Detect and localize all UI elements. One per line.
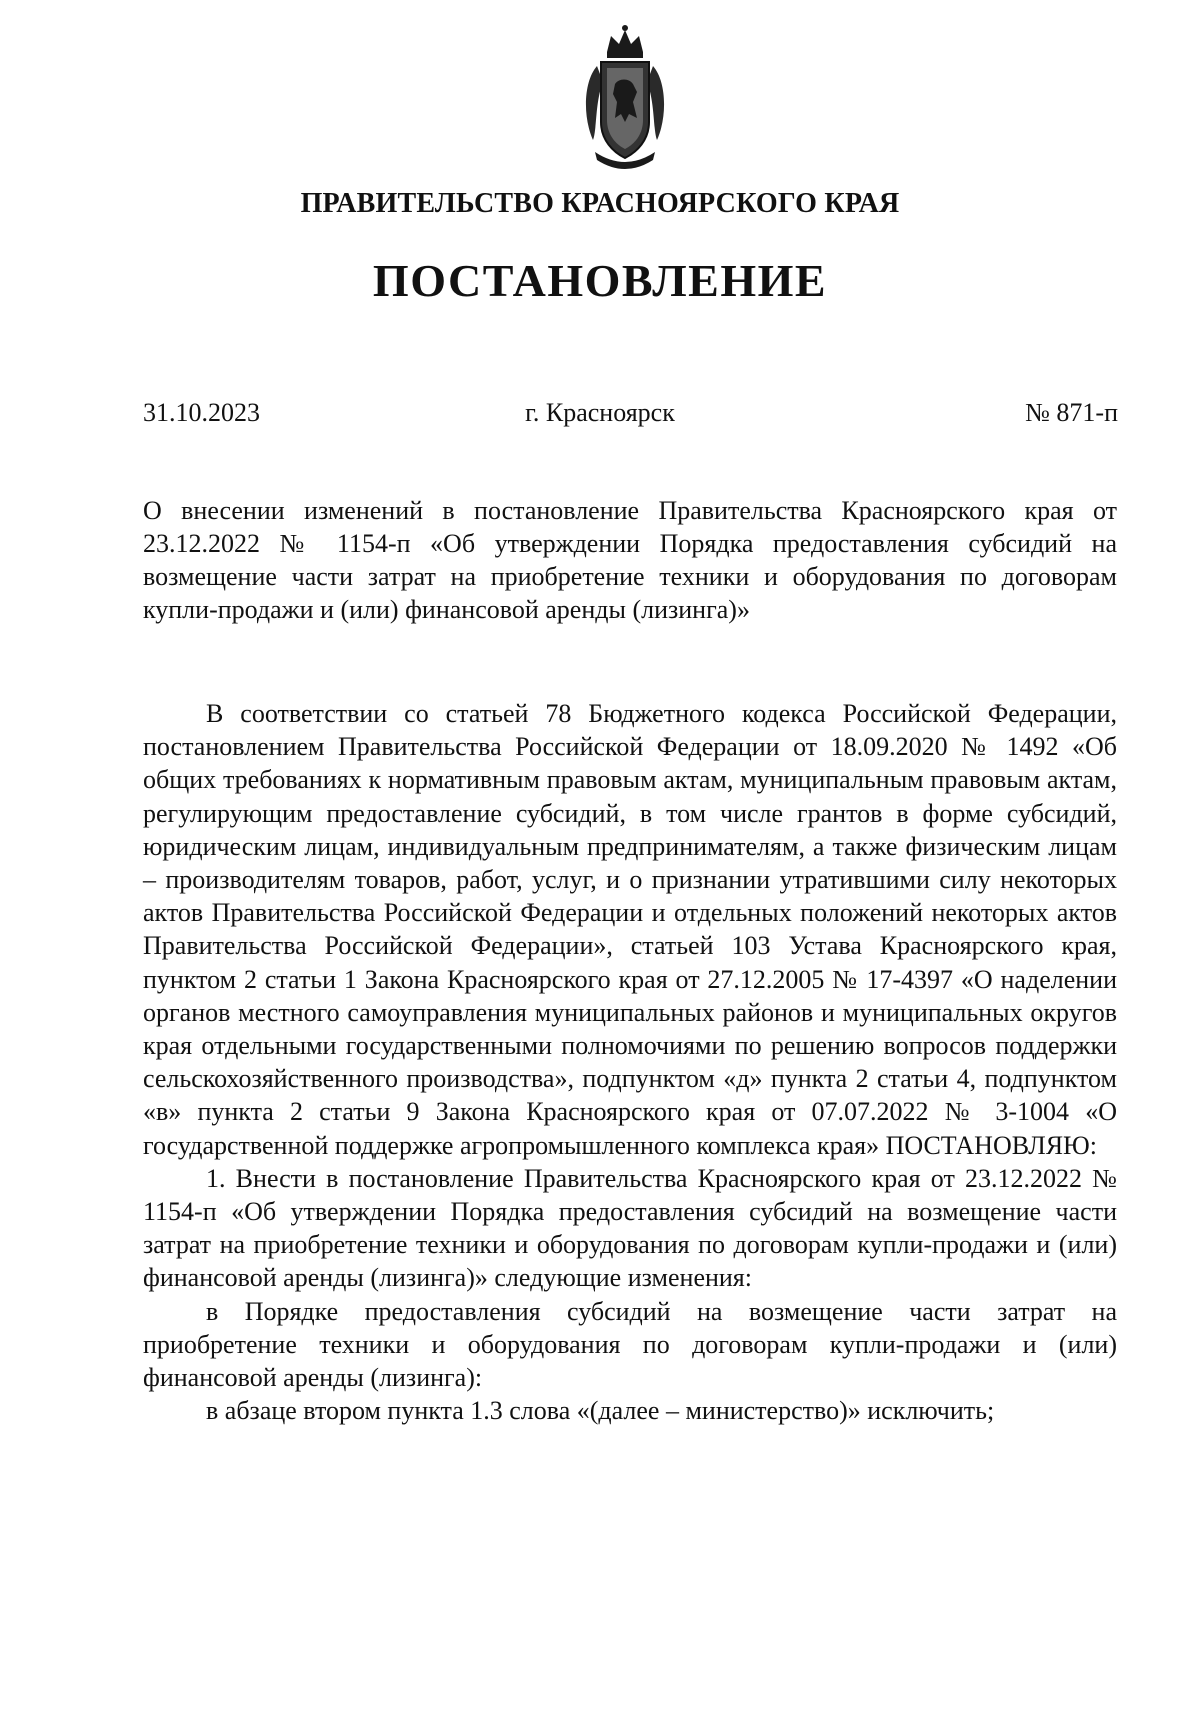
document-city: г. Красноярск <box>525 398 675 427</box>
coat-of-arms-emblem <box>575 22 675 172</box>
body-paragraph-order-changes: в Порядке предоставления субсидий на возмещение части затрат на приобретение техники и оборудования по договорам купли-продажи и (или) финансовой аренды (лизинга): <box>143 1296 1117 1393</box>
document-body <box>143 697 1117 1427</box>
organization-title: ПРАВИТЕЛЬСТВО КРАСНОЯРСКОГО КРАЯ <box>300 188 900 219</box>
document-number: № 871-п <box>1025 398 1118 427</box>
document-subject: О внесении изменений в постановление Правительства Красноярского края от 23.12.2022 № 1154-п «Об утверждении Порядка предоставления субсидий на возмещение части затрат на приобретение техники и оборудования по договорам купли-продажи и (или) финансовой аренды (лизинга)» <box>143 496 1117 624</box>
body-paragraph-clause-1-3: в абзаце втором пункта 1.3 слова «(далее – министерство)» исключить; <box>206 1396 995 1426</box>
document-date: 31.10.2023 <box>143 398 260 427</box>
body-paragraph-item-1: 1. Внести в постановление Правительства Красноярского края от 23.12.2022 № 1154-п «Об утверждении Порядка предоставления субсидий на возмещение части затрат на приобретение техники и оборудования по договорам купли-продажи и (или) финансовой аренды (лизинга)» следующие изменения: <box>143 1163 1117 1293</box>
document-type-heading: ПОСТАНОВЛЕНИЕ <box>372 255 828 306</box>
body-paragraph-preamble: В соответствии со статьей 78 Бюджетного кодекса Российской Федерации, постановлением Правительства Российской Федерации от 18.09.2020 № 1492 «Об общих требованиях к нормативным правовым актам, муниципальным правовым актам, регулирующим предоставление субсидий, в том числе грантов в форме субсидий, юридическим лицам, индивидуальным предпринимателям, а также физическим лицам – производителям товаров, работ, услуг, и о признании утратившими силу некоторых актов Правительства Российской Федерации и отдельных положений некоторых актов Правительства Российской Федерации», статьей 103 Устава Красноярского края, пунктом 2 статьи 1 Закона Красноярского края от 27.12.2005 № 17-4397 «О наделении органов местного самоуправления муниципальных районов и муниципальных округов края отдельными государственными полномочиями по решению вопросов поддержки сельскохозяйственного производства», подпунктом «д» пункта 2 статьи 4, подпунктом «в» пункта 2 статьи 9 Закона Красноярского края от 07.07.2022 № 3-1004 «О государственной поддержке агропромышленного комплекса края» ПОСТАНОВЛЯЮ: <box>143 699 1117 1160</box>
